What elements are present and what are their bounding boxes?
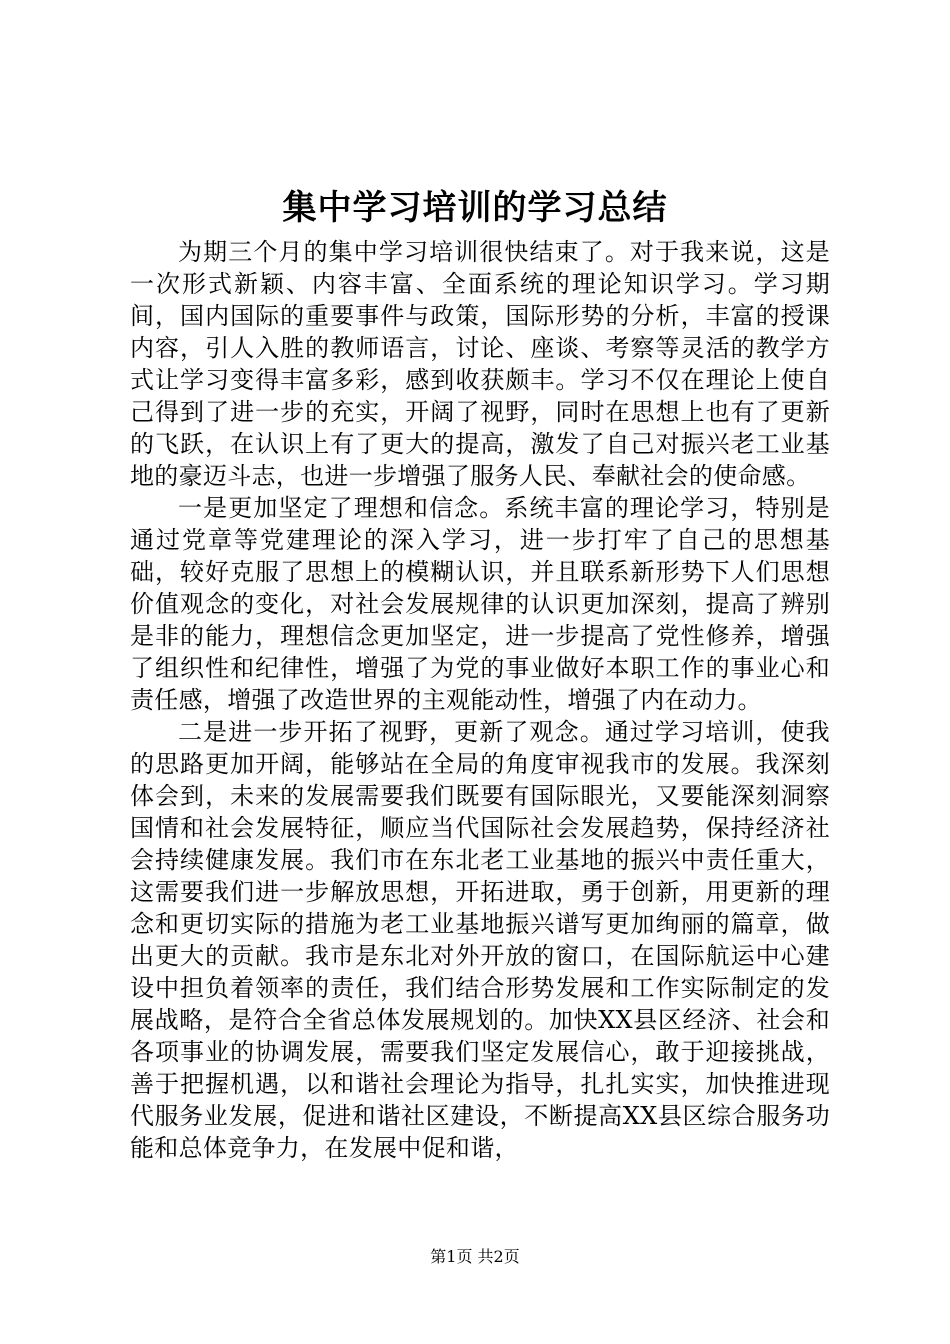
- paragraph-intro: 为期三个月的集中学习培训很快结束了。对于我来说，这是一次形式新颖、内容丰富、全面系统的理论知识学习。学习期间，国内国际的重要事件与政策，国际形势的分析，丰富的授课内容，引人入胜的教师语言，讨论、座谈、考察等灵活的教学方式让学习变得丰富多彩，感到收获颇丰。学习不仅在理论上使自己得到了进一步的充实，开阔了视野，同时在思想上也有了更新的飞跃，在认识上有了更大的提高，激发了自己对振兴老工业基地的豪迈斗志，也进一步增强了服务人民、奉献社会的使命感。: [130, 238, 830, 490]
- document-title: 集中学习培训的学习总结: [282, 188, 668, 228]
- paragraph-point-one: 一是更加坚定了理想和信念。系统丰富的理论学习，特别是通过党章等党建理论的深入学习，进一步打牢了自己的思想基础，较好克服了思想上的模糊认识，并且联系新形势下人们思想价值观念的变化，对社会发展规律的认识更加深刻，提高了辨别是非的能力，理想信念更加坚定，进一步提高了党性修养，增强了组织性和纪律性，增强了为党的事业做好本职工作的事业心和责任感，增强了改造世界的主观能动性，增强了内在动力。: [130, 494, 830, 714]
- document-body: [130, 236, 830, 1164]
- paragraph-point-two: 二是进一步开拓了视野，更新了观念。通过学习培训，使我的思路更加开阔，能够站在全局的角度审视我市的发展。我深刻体会到，未来的发展需要我们既要有国际眼光，又要能深刻洞察国情和社会发展特征，顺应当代国际社会发展趋势，保持经济社会持续健康发展。我们市在东北老工业基地的振兴中责任重大，这需要我们进一步解放思想，开拓进取，勇于创新，用更新的理念和更切实际的措施为老工业基地振兴谱写更加绚丽的篇章，做出更大的贡献。我市是东北对外开放的窗口，在国际航运中心建设中担负着领率的责任，我们结合形势发展和工作实际制定的发展战略，是符合全省总体发展规划的。加快XX县区经济、社会和各项事业的协调发展，需要我们坚定发展信心，敢于迎接挑战，善于把握机遇，以和谐社会理论为指导，扎扎实实，加快推进现代服务业发展，促进和谐社区建设，不断提高XX县区综合服务功能和总体竞争力，在发展中促和谐，: [130, 718, 830, 1162]
- page-number-footer: 第1页 共2页: [430, 1247, 520, 1266]
